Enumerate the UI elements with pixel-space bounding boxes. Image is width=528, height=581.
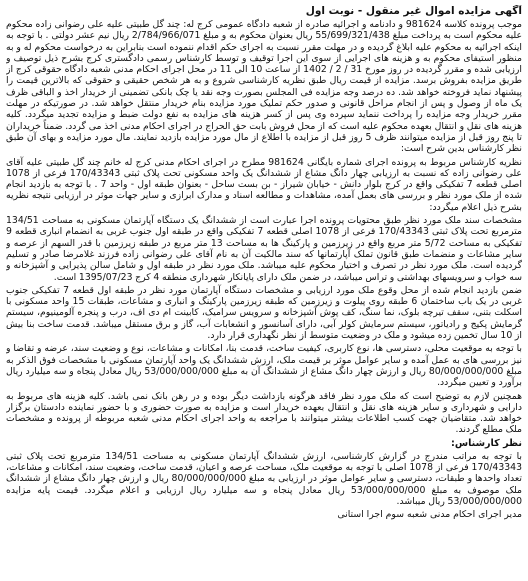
valuation-paragraph: با توجه به مراتب مندرج در گزارش کارشناسی، ارزش ششدانگ آپارتمان مسکونی به مساحت 134/51 مترمربع تحت پلاک ثبتی 170/43343 فرعی از 1078 اصلی با توجه به موقعیت ملک، مساحت عرصه و اعیان، قدمت ساخت، وضعیت سند، امکانات و مشاعات، تعداد واحدها و طبقات، دسترسی و سایر عوامل موثر در ارزیابی به مبلغ 80/000/000/000 ریال و ارزش چهار دانگ مشاع از ششدانگ ملک موصوف به مبلغ 53/000/000/000 ریال معادل پنجاه و سه میلیارد ریال ارزیابی و اعلام میگردد. قیمت پایه مزایده 53/000/000/000 ریال میباشد.	[6, 450, 522, 507]
intro-paragraph: موجب پرونده کلاسه 981624 و دادنامه و اجرائیه صادره از شعبه دادگاه عمومی کرج له: چند گل طبیتی علیه علی رضوانی زاده محکوم علیه محکوم است به پرداخت مبلغ 55/699/321/438 ریال بعنوان محکوم به و مبلغ 2/784/966/071 ریال نیم عشر دولتی . با توجه به اینکه اجرائیه به محکوم علیه ابلاغ گردیده و در مهلت مقرر نسبت به اجرای حکم اقدام ننموده است بنابراین به درخواست محکوم له و به منظور استیفای محکوم به و هزینه های اجرایی از سوی این اجرا توقیف و توسط کارشناس رسمی دادگستری کرج بشرح ذیل توصیف و ارزیابی شده و مقرر گردیده در روز مورخ 31 / 2 / 1402 از ساعت 10 الی 11 در محل اجرای احکام مدنی شعبه دادگاه حقوقی کرج از طریق مزایده بفروش برسد. مزایده از قیمت ریال طبق نظریه کارشناسی شروع و به هر شخص حقیقی و حقوقی که بالاترین قیمت را پیشنهاد نماید فروخته خواهد شد. ده درصد وجه مزایده فی المجلس بصورت وجه نقد یا چک بانکی تضمینی از خریدار اخذ و الباقی ظرف یک ماه از وصول و پس از انجام مراحل قانونی و صدور حکم تملیک مورد مزایده بنام خریدار منتقل خواهد شد. در صورتیکه در مهلت مقرر خریدار وجه مزایده را پرداخت ننماید سپرده وی پس از کسر هزینه های مزایده به نفع دولت ضبط و مزایده تجدید میگردد. کلیه هزینه های نقل و انتقال بعهده محکوم علیه است که از محل فروش بابت حق الحراج در اجرای احکام مدنی اخذ می گردد. ضمناً خریداران تا پنج روز قبل از مزایده میتوانند ظرف 5 روز قبل از مزایده با اطلاع از مال مورد مزایده بازدید نمایند. مال مورد مزایده و بهای آن طبق نظر کارشناس بدین شرح است:	[6, 19, 522, 155]
body-paragraph-5: همچنین لازم به توضیح است که ملک مورد نظر فاقد هرگونه بازداشت دیگر بوده و در رهن بانک نمی باشد. کلیه هزینه های مربوط به دارایی و شهرداری و سایر هزینه های نقل و انتقال بعهده خریدار است و مزایده به صورت حضوری و با حضور نماینده دادستان برگزار خواهد شد. متقاضیان جهت کسب اطلاعات بیشتر میتوانند با مراجعه به واحد اجرای احکام مدنی شعبه مربوطه از پرونده و مشخصات ملک مطلع گردند.	[6, 390, 522, 436]
body-paragraph-1: نظریه کارشناس مربوط به پرونده اجرای شماره بایگانی 981624 مطرح در اجرای احکام مدنی کرج له خانم چند گل طبیتی علیه آقای علی رضوانی زاده که نسبت به ارزیابی چهار دانگ مشاع از ششدانگ یک واحد مسکونی تحت پلاک ثبتی 170/43343 فرعی از 1078 اصلی قطعه 7 تفکیکی واقع در کرج بلوار دانش - خیابان شیراز - بن بست ساحل - بعنوان طبقه اول - واحد 7 . با توجه به بازدید انجام شده از ملک مورد نظر و بررسی های بعمل آمده، مشاهدات و مطالعه اسناد و مدارک ابرازی و سایر جهات موثر در ارزیابی نتیجه نظریه بشرح ذیل اعلام میگردد:	[6, 156, 522, 213]
body-paragraph-2: مشخصات سند ملک مورد نظر طبق محتویات پرونده اجرا عبارت است از ششدانگ یک دستگاه آپارتمان مسکونی به مساحت 134/51 مترمربع تحت پلاک ثبتی 170/43343 فرعی از 1078 اصلی قطعه 7 تفکیکی واقع در طبقه اول جنوب غربی به انضمام انباری قطعه 9 تفکیکی به مساحت 5/72 متر مربع واقع در زیرزمین و پارکینگ ها به مساحت 13 متر مربع در طبقه زیرزمین با قدر السهم از عرصه و سایر مشاعات و منضمات طبق قانون تملک آپارتمانها که سند مالکیت آن به نام آقای علی رضوانی زاده فرزند غلامرضا صادر و تسلیم گردیده است. ملک مورد نظر در تصرف و اختیار محکوم علیه میباشد. ملک مورد نظر در طبقه اول و شامل سالن پذیرایی و آشپزخانه و سه خواب و سرویسهای بهداشتی و تراس میباشد، در ضمن ملک دارای پایانکار شهرداری منطقه 4 کرج 1395/07/23 است.	[6, 215, 522, 283]
body-paragraph-4: با توجه به موقعیت محلی، دسترسی ها، نوع کاربری، کیفیت ساخت، قدمت بنا، امکانات و مشاعات، نوع و وضعیت سند، عرضه و تقاضا و نیز بررسی های به عمل آمده و سایر عوامل موثر بر قیمت ملک، ارزش ششدانگ یک واحد آپارتمان مسکونی با مشخصات فوق الذکر به مبلغ 80/000/000/000 ریال و ارزش چهار دانگ مشاع از ششدانگ آن به مبلغ 53/000/000/000 ریال معادل پنجاه و سه میلیارد ریال برآورد و تعیین میگردد.	[6, 343, 522, 389]
body-paragraph-3: ضمن بازدید انجام شده از محل وقوع ملک مورد ارزیابی و مشخصات دستگاه آپارتمان مورد نظر در طبقه اول قطعه 7 تفکیکی جنوب غربی در یک باب ساختمان 6 طبقه روی پیلوت و زیرزمین که طبقه زیرزمین پارکینگ و انباری و مشاعات، طبقات 15 واحد مسکونی با اسکلت بتنی، سقف تیرچه بلوک، نما سنگ، کف پوش آشپزخانه و سرویس سرامیک، کابینت ام دی اف، درب و پنجره آلومینیوم، سیستم گرمایش پکیج و رادیاتور، سیستم سرمایش کولر آبی، دارای آسانسور و انشعابات آب، گاز و برق مستقل میباشد. قدمت ساخت بنا بیش از 10 سال تخمین زده میشود و ملک در وضعیت متوسط از نظر نگهداری قرار دارد.	[6, 284, 522, 342]
notice-title: آگهی مزایده اموال غیر منقول - نوبت اول	[305, 5, 522, 17]
auction-notice	[6, 5, 522, 571]
signature-line: مدیر اجرای احکام مدنی شعبه سوم اجرا استانی	[337, 509, 522, 521]
valuation-heading: نظر کارشناس:	[451, 437, 522, 449]
